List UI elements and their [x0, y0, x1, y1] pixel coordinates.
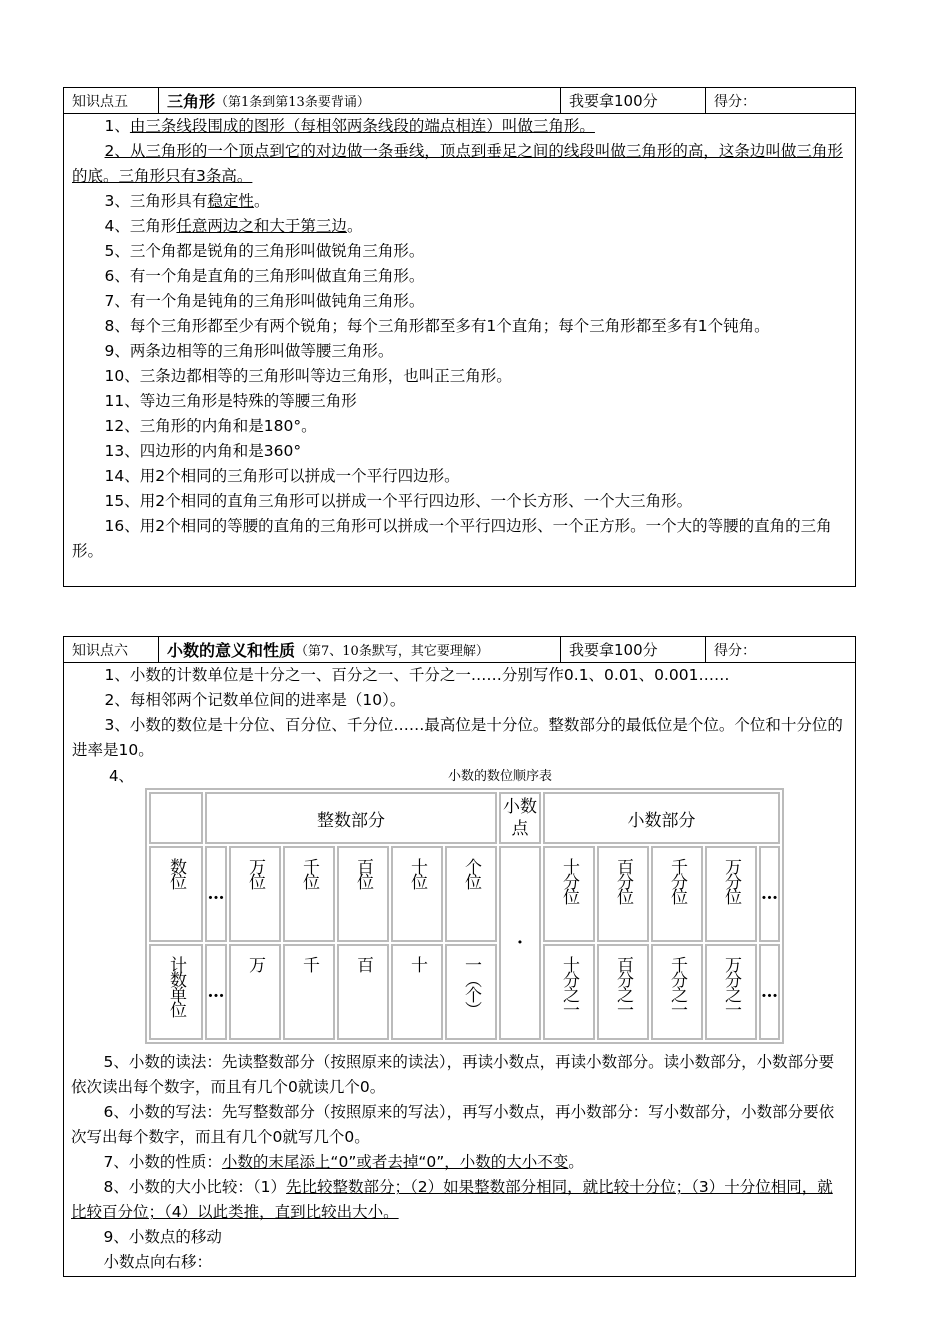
place-cell: 百位	[337, 846, 389, 942]
list-item	[72, 264, 847, 289]
list-item	[72, 688, 847, 713]
unit-cell: 万分之一	[705, 944, 757, 1040]
item-text: 11、等边三角形是特殊的等腰三角形	[104, 392, 357, 410]
list-item	[72, 364, 847, 389]
item-text: 16、用2个相同的等腰的直角的三角形可以拼成一个平行四边形、一个正方形。一个大的等腰的直角的三角形。	[72, 517, 832, 560]
list-item	[72, 289, 847, 314]
goal-text: 我要拿100分	[561, 637, 706, 662]
ellipsis-left: …	[205, 944, 227, 1040]
item-text: 2、每相邻两个记数单位间的进率是（10）。	[104, 691, 406, 709]
list-item	[71, 1175, 848, 1225]
item-text: 10、三条边都相等的三角形叫等边三角形，也叫正三角形。	[104, 367, 512, 385]
item-text: 3、三角形具有	[104, 192, 208, 210]
unit-cell: 万	[229, 944, 281, 1040]
ellipsis-right: …	[759, 846, 780, 942]
list-item	[72, 464, 847, 489]
item-text: 1、小数的计数单位是十分之一、百分之一、千分之一……分别写作0.1、0.01、0.001……	[104, 666, 730, 684]
list-item	[72, 214, 847, 239]
item-underlined-text: 小数的末尾添上“0”或者去掉“0”，小数的大小不变	[221, 1153, 569, 1171]
item-text-tail: 。	[253, 192, 270, 210]
section-label: 知识点五	[64, 88, 159, 113]
item-text: 14、用2个相同的三角形可以拼成一个平行四边形。	[104, 467, 460, 485]
place-cell: 千分位	[651, 846, 703, 942]
ellipsis-right: …	[759, 944, 780, 1040]
score-label: 得分：	[714, 93, 756, 110]
list-item	[71, 1250, 848, 1275]
section-note: （第7、10条默写，其它要理解）	[295, 644, 489, 659]
item-underlined-text: 由三条线段围成的图形（每相邻两条线段的端点相连）叫做三角形。	[129, 117, 595, 135]
list-item	[71, 1225, 848, 1250]
unit-cell: 百	[337, 944, 389, 1040]
item-text: 7、有一个角是钝角的三角形叫做钝角三角形。	[104, 292, 425, 310]
decimal-place-table	[145, 788, 784, 1044]
list-item	[71, 1150, 848, 1175]
list-item	[72, 713, 847, 763]
list-item	[72, 139, 847, 189]
item-text: 3、小数的数位是十分位、百分位、千分位……最高位是十分位。整数部分的最低位是个位。个位和十分位的进率是10。	[72, 716, 843, 759]
section-header	[64, 88, 855, 114]
item-text-tail: 。	[568, 1153, 584, 1171]
int-part-header: 整数部分	[205, 792, 497, 844]
item-underlined-text: 2、从三角形的一个顶点到它的对边做一条垂线，顶点到垂足之间的线段叫做三角形的高，这条边叫做三角形的底。三角形只有3条高。	[72, 142, 843, 185]
unit-cell: 十分之一	[543, 944, 595, 1040]
point-header: 小数点	[499, 792, 541, 844]
table-corner	[149, 792, 203, 844]
list-item	[72, 414, 847, 439]
place-cell: 万分位	[705, 846, 757, 942]
section-title-cell	[159, 88, 561, 113]
unit-cell: 千	[283, 944, 335, 1040]
list-item	[72, 114, 847, 139]
item-text-tail: 。	[346, 217, 363, 235]
item-text: 9、小数点的移动	[103, 1228, 222, 1246]
decimal-points-top	[64, 663, 855, 763]
item-underlined-text: 稳定性	[207, 192, 254, 210]
place-cell: 千位	[283, 846, 335, 942]
row-label-places: 数位	[149, 846, 203, 942]
decimal-points-bottom	[63, 1050, 856, 1275]
item-4-label: 4、	[109, 767, 134, 785]
item-text: 15、用2个相同的直角三角形可以拼成一个平行四边形、一个长方形、一个大三角形。	[104, 492, 693, 510]
item-text: 8、小数的大小比较：（1）	[103, 1178, 287, 1196]
item-text: 5、小数的读法：先读整数部分（按照原来的读法），再读小数点，再读小数部分。读小数部分，小数部分要依次读出每个数字，而且有几个0就读几个0。	[71, 1053, 835, 1096]
row-label-units: 计数单位	[149, 944, 203, 1040]
place-cell: 十位	[391, 846, 443, 942]
section-header	[64, 637, 855, 663]
list-item	[72, 514, 847, 564]
item-underlined-text: 先比较整数部分；（2）如果整数部分相同，就比较十分位；（3）十分位相同，就比较百分位；（4）以此类推，直到比较出大小。	[71, 1178, 833, 1221]
list-item	[72, 389, 847, 414]
place-cell: 个位	[445, 846, 497, 942]
item-text: 6、有一个角是直角的三角形叫做直角三角形。	[104, 267, 425, 285]
unit-cell: 一（个）	[445, 944, 497, 1040]
section-title: 三角形	[167, 92, 216, 111]
list-item	[72, 239, 847, 264]
place-cell: 万位	[229, 846, 281, 942]
dec-part-header: 小数部分	[543, 792, 780, 844]
section-note: （第1条到第13条要背诵）	[215, 95, 370, 110]
decimal-point-cell: ·	[499, 846, 541, 1040]
list-item	[71, 1100, 848, 1150]
list-item	[72, 339, 847, 364]
list-item	[72, 489, 847, 514]
section-label: 知识点六	[64, 637, 159, 662]
list-item	[72, 189, 847, 214]
list-item	[71, 1050, 848, 1100]
item-text: 8、每个三角形都至少有两个锐角；每个三角形都至多有1个直角；每个三角形都至多有1个钝角。	[104, 317, 770, 335]
item-text: 13、四边形的内角和是360°	[104, 442, 302, 460]
list-item	[72, 314, 847, 339]
list-item	[72, 663, 847, 688]
section-triangle	[63, 87, 856, 587]
section-title: 小数的意义和性质	[167, 641, 296, 660]
item-underlined-text: 任意两边之和大于第三边	[176, 217, 347, 235]
list-item	[72, 439, 847, 464]
unit-cell: 十	[391, 944, 443, 1040]
item-text: 6、小数的写法：先写整数部分（按照原来的写法），再写小数点，再小数部分：写小数部分，小数部分要依次写出每个数字，而且有几个0就写几个0。	[71, 1103, 835, 1146]
table-caption: 小数的数位顺序表	[448, 769, 553, 784]
place-cell: 百分位	[597, 846, 649, 942]
item-text: 小数点向右移：	[103, 1253, 213, 1271]
score-label: 得分：	[714, 642, 756, 659]
item-text: 5、三个角都是锐角的三角形叫做锐角三角形。	[104, 242, 425, 260]
place-cell: 十分位	[543, 846, 595, 942]
section-title-cell	[159, 637, 561, 662]
item-text: 9、两条边相等的三角形叫做等腰三角形。	[104, 342, 394, 360]
item-text: 12、三角形的内角和是180°。	[104, 417, 317, 435]
triangle-points	[64, 114, 855, 564]
item-text: 1、	[104, 117, 130, 135]
item-text: 7、小数的性质：	[103, 1153, 222, 1171]
item-text: 4、三角形	[104, 217, 177, 235]
unit-cell: 百分之一	[597, 944, 649, 1040]
ellipsis-left: …	[205, 846, 227, 942]
goal-text: 我要拿100分	[561, 88, 706, 113]
unit-cell: 千分之一	[651, 944, 703, 1040]
